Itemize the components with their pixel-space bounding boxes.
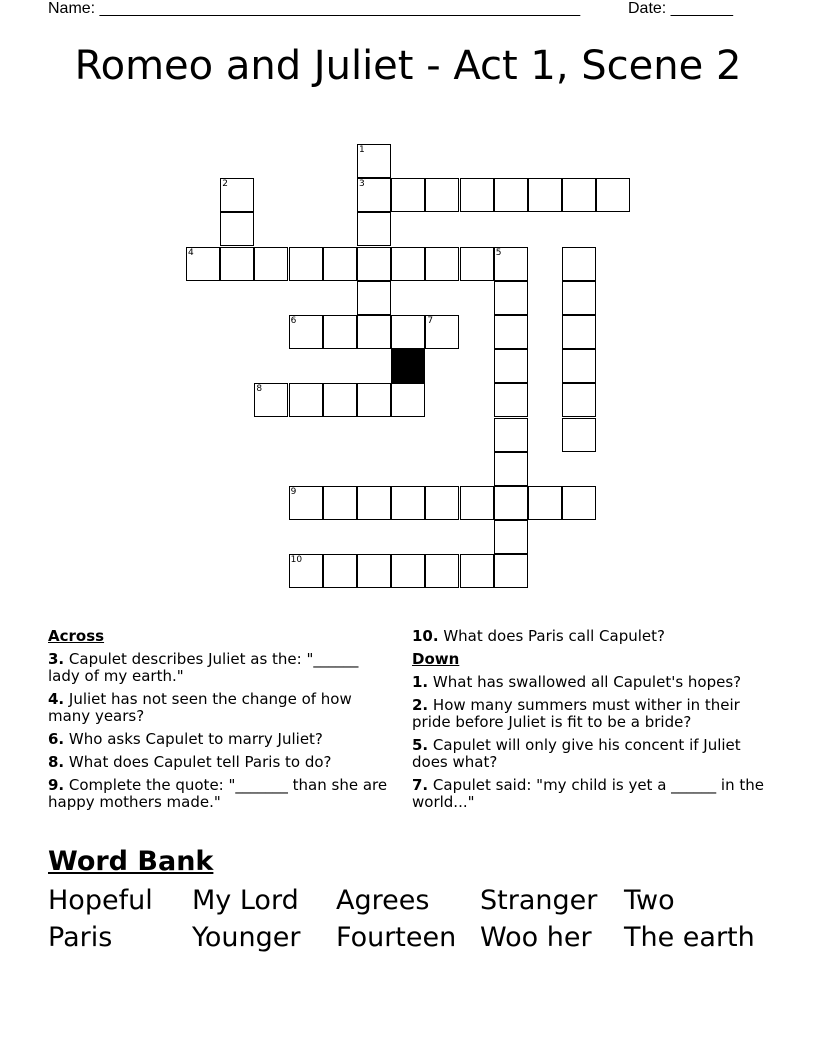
clue-text: What does Capulet tell Paris to do? <box>64 753 332 771</box>
clue-number-label: 2 <box>222 179 228 190</box>
clue-text: Capulet describes Juliet as the: "______ lady of my earth." <box>48 650 359 685</box>
word-bank-item: Younger <box>192 922 301 953</box>
clue-number-label: 3 <box>359 179 365 190</box>
crossword-cell[interactable] <box>596 178 630 212</box>
clue-across-4 <box>48 691 393 725</box>
clue-down-1 <box>412 674 772 691</box>
clue-text: What does Paris call Capulet? <box>438 627 665 645</box>
crossword-cell[interactable] <box>494 383 528 417</box>
word-bank-item: Agrees <box>336 885 430 916</box>
word-bank-item: Stranger <box>480 885 598 916</box>
clue-across-8 <box>48 754 393 771</box>
clue-number: 8. <box>48 753 65 771</box>
crossword-cell[interactable] <box>323 554 357 588</box>
clue-number-label: 5 <box>495 247 502 258</box>
clue-number-label: 10 <box>290 555 303 566</box>
crossword-cell[interactable] <box>391 554 425 588</box>
clue-text: How many summers must wither in their pride before Juliet is fit to be a bride? <box>412 696 740 731</box>
crossword-cell[interactable] <box>323 383 357 417</box>
crossword-cell[interactable] <box>357 486 391 520</box>
crossword-cell[interactable] <box>494 315 528 349</box>
crossword-cell[interactable] <box>494 520 528 554</box>
page-title: Romeo and Juliet - Act 1, Scene 2 <box>74 43 742 89</box>
crossword-cell[interactable] <box>425 486 459 520</box>
crossword-cell[interactable] <box>391 247 425 281</box>
crossword-cell[interactable] <box>460 486 494 520</box>
clue-across-6 <box>48 731 393 748</box>
crossword-cell[interactable] <box>357 281 391 315</box>
crossword-cell[interactable] <box>562 247 596 281</box>
crossword-cell[interactable] <box>357 247 391 281</box>
clue-number: 7. <box>412 776 429 794</box>
clue-text: Capulet will only give his concent if Juliet does what? <box>412 736 741 771</box>
clue-number: 6. <box>48 730 65 748</box>
crossword-cell[interactable] <box>323 315 357 349</box>
clue-across-3 <box>48 651 393 685</box>
word-bank-item: Woo her <box>480 922 592 953</box>
clue-across-10 <box>412 628 772 645</box>
crossword-cell[interactable] <box>357 212 391 246</box>
crossword-cell[interactable] <box>425 554 459 588</box>
crossword-cell[interactable] <box>562 315 596 349</box>
clue-text: What has swallowed all Capulet's hopes? <box>428 673 742 691</box>
clue-number: 1. <box>412 673 429 691</box>
crossword-cell[interactable] <box>494 452 528 486</box>
clue-number-label: 1 <box>359 145 365 155</box>
crossword-cell[interactable] <box>357 178 391 212</box>
clue-across-9 <box>48 777 393 811</box>
clue-number-label: 7 <box>427 316 434 326</box>
crossword-cell[interactable] <box>528 178 562 212</box>
crossword-cell[interactable] <box>425 315 459 349</box>
clue-down-7 <box>412 777 772 811</box>
down-heading: Down <box>412 650 460 668</box>
word-bank-item: Fourteen <box>336 922 457 953</box>
crossword-cell[interactable] <box>254 383 288 417</box>
clue-down-2 <box>412 697 772 731</box>
crossword-cell[interactable] <box>391 178 425 212</box>
crossword-cell[interactable] <box>494 178 528 212</box>
clue-number: 2. <box>412 696 429 714</box>
crossword-cell[interactable] <box>562 418 596 452</box>
crossword-cell[interactable] <box>460 247 494 281</box>
name-field[interactable]: Name: ______________________________________________________ <box>48 0 581 17</box>
word-bank-item: My Lord <box>192 885 299 916</box>
crossword-cell[interactable] <box>494 554 528 588</box>
crossword-cell[interactable] <box>460 554 494 588</box>
crossword-cell[interactable] <box>528 486 562 520</box>
crossword-cell[interactable] <box>494 418 528 452</box>
clue-down-5 <box>412 737 772 771</box>
crossword-cell[interactable] <box>289 315 323 349</box>
word-bank-item: Two <box>624 885 675 916</box>
crossword-cell[interactable] <box>289 247 323 281</box>
crossword-cell[interactable] <box>220 178 254 212</box>
word-bank-item: The earth <box>624 922 755 953</box>
clue-number: 5. <box>412 736 429 754</box>
clue-text: Who asks Capulet to marry Juliet? <box>64 730 323 748</box>
crossword-cell[interactable] <box>562 383 596 417</box>
clue-number: 4. <box>48 690 65 708</box>
crossword-cell[interactable] <box>460 178 494 212</box>
crossword-cell[interactable] <box>289 486 323 520</box>
crossword-cell[interactable] <box>562 178 596 212</box>
crossword-cell[interactable] <box>323 486 357 520</box>
clue-number-label: 6 <box>290 316 297 326</box>
clue-number-label: 4 <box>188 247 194 258</box>
date-field[interactable]: Date: _______ <box>628 0 733 17</box>
crossword-cell[interactable] <box>391 486 425 520</box>
clue-text: Juliet has not seen the change of how many years? <box>48 690 352 725</box>
crossword-cell[interactable] <box>391 383 425 417</box>
clue-text: Capulet said: "my child is yet a ______ in the world..." <box>412 776 764 811</box>
crossword-cell[interactable] <box>494 281 528 315</box>
crossword-cell[interactable] <box>494 247 528 281</box>
clue-number: 3. <box>48 650 65 668</box>
crossword-cell[interactable] <box>357 383 391 417</box>
crossword-cell[interactable] <box>289 383 323 417</box>
clue-number-label: 9 <box>290 487 297 497</box>
crossword-cell[interactable] <box>186 247 220 281</box>
crossword-cell[interactable] <box>323 247 357 281</box>
crossword-cell[interactable] <box>220 212 254 246</box>
clue-text: Complete the quote: "_______ than she are happy mothers made." <box>48 776 388 811</box>
crossword-cell[interactable] <box>391 315 425 349</box>
crossword-cell[interactable] <box>254 247 288 281</box>
word-bank-title: Word Bank <box>48 846 214 877</box>
crossword-cell[interactable] <box>357 315 391 349</box>
crossword-cell[interactable] <box>289 554 323 588</box>
clue-number: 10. <box>412 627 439 645</box>
crossword-cell[interactable] <box>425 178 459 212</box>
crossword-cell[interactable] <box>357 554 391 588</box>
across-heading: Across <box>48 627 105 645</box>
crossword-cell[interactable] <box>494 486 528 520</box>
crossword-cell[interactable] <box>562 349 596 383</box>
word-bank-item: Paris <box>48 922 113 953</box>
black-square <box>391 349 425 383</box>
clues-right-column <box>412 628 772 817</box>
clue-number-label: 8 <box>256 384 263 395</box>
crossword-cell[interactable] <box>494 349 528 383</box>
crossword-cell[interactable] <box>562 281 596 315</box>
crossword-cell[interactable] <box>357 144 391 178</box>
crossword-cell[interactable] <box>220 247 254 281</box>
word-bank-item: Hopeful <box>48 885 153 916</box>
clue-number: 9. <box>48 776 65 794</box>
crossword-cell[interactable] <box>425 247 459 281</box>
clues-left-column <box>48 628 393 817</box>
crossword-cell[interactable] <box>562 486 596 520</box>
